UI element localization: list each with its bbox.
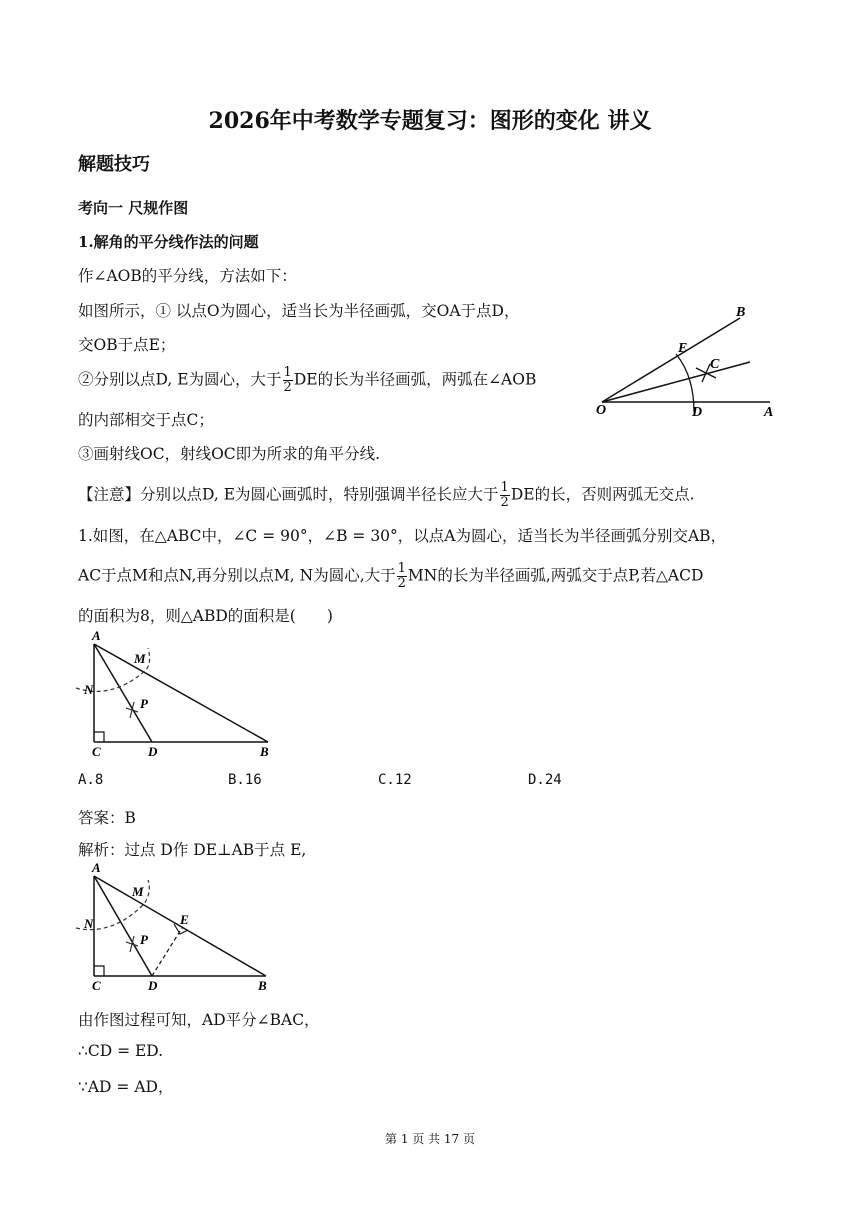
tri-label-n: N (84, 682, 94, 697)
option-a: A.8 (78, 772, 104, 788)
label-a: A (764, 405, 774, 420)
method-step2a (78, 366, 536, 395)
tri2-label-b: B (258, 978, 267, 993)
page-footer: 第 1 页 共 17 页 (385, 1132, 475, 1146)
label-c: C (710, 357, 720, 372)
section-heading: 解题技巧 (78, 154, 150, 175)
proof-line-3: ∵AD = AD， (78, 1078, 174, 1096)
question-fraction (397, 562, 407, 591)
tri2-label-d: D (148, 978, 158, 993)
method-intro: 作∠AOB的平分线，方法如下： (78, 267, 297, 285)
arc-de (676, 354, 694, 412)
method-step3: ③画射线OC，射线OC即为所求的角平分线. (78, 445, 381, 463)
tri-label-c: C (92, 744, 101, 759)
angle-bisector-figure (590, 296, 790, 426)
page-title: 2026年中考数学专题复习：图形的变化 讲义 (208, 108, 652, 134)
triangle-figure (72, 628, 282, 762)
method-step2a-pre: ②分别以点D, E为圆心，大于 (78, 370, 282, 389)
answer: 答案：B (78, 809, 136, 827)
subsection-heading: 考向一 尺规作图 (78, 199, 189, 217)
triangle-perpendicular-figure (72, 862, 282, 996)
question-line3: 的面积为8，则△ABD的面积是( ) (78, 607, 333, 625)
tri2-label-n: N (84, 916, 94, 931)
question-line1: 1.如图，在△ABC中，∠C = 90°，∠B = 30°，以点A为圆心，适当长为半径画弧分别交AB， (78, 527, 727, 545)
note (78, 481, 695, 510)
tri-label-d: D (148, 744, 158, 759)
proof-line-2: ∴CD = ED. (78, 1042, 164, 1060)
question-line2 (78, 562, 703, 591)
method-step1a: 如图所示，① 以点O为圆心，适当长为半径画弧，交OA于点D， (78, 302, 520, 320)
right-angle-mark (94, 732, 104, 742)
option-b: B.16 (228, 772, 262, 788)
question-line2-post: MN的长为半径画弧,两弧交于点P,若△ACD (407, 566, 704, 585)
tri2-label-c: C (92, 978, 101, 993)
fraction (283, 366, 293, 395)
label-b: B (736, 305, 746, 320)
tri2-label-m: M (132, 884, 144, 899)
side-ab (94, 644, 268, 742)
fraction-numerator: 1 (283, 365, 292, 380)
fraction-denominator: 2 (283, 380, 292, 395)
option-c: C.12 (378, 772, 412, 788)
tri-label-p: P (140, 696, 148, 711)
tri2-label-p: P (140, 932, 148, 947)
method-step1b: 交OB于点E； (78, 336, 176, 354)
option-d: D.24 (528, 772, 562, 788)
label-e: E (678, 341, 688, 356)
question-line2-pre: AC于点M和点N,再分别以点M, N为圆心,大于 (78, 566, 396, 585)
ray-oc (602, 362, 750, 402)
label-o: O (596, 403, 607, 418)
tri2-label-e: E (180, 912, 189, 927)
tri-label-m: M (134, 651, 146, 666)
note-fraction-numerator: 1 (500, 480, 509, 495)
tri-label-a: A (92, 628, 101, 643)
right-angle-mark-2 (94, 966, 104, 976)
note-pre: 【注意】分别以点D, E为圆心画弧时，特别强调半径长应大于 (78, 485, 499, 504)
note-post: DE的长，否则两弧无交点. (510, 485, 695, 504)
question-fraction-numerator: 1 (397, 561, 406, 576)
segment-de (152, 928, 182, 976)
note-fraction (500, 481, 510, 510)
analysis: 解析：过点 D作 DE⊥AB于点 E, (78, 841, 307, 859)
topic-heading: 1.解角的平分线作法的问题 (78, 233, 259, 251)
question-fraction-denominator: 2 (397, 576, 406, 591)
note-fraction-denominator: 2 (500, 495, 509, 510)
tri-label-b: B (260, 744, 269, 759)
method-step2a-post: DE的长为半径画弧，两弧在∠AOB (293, 370, 537, 389)
proof-line-1: 由作图过程可知，AD平分∠BAC， (78, 1011, 320, 1029)
tri2-label-a: A (92, 862, 101, 875)
label-d: D (692, 405, 703, 420)
method-step2b: 的内部相交于点C； (78, 411, 214, 429)
